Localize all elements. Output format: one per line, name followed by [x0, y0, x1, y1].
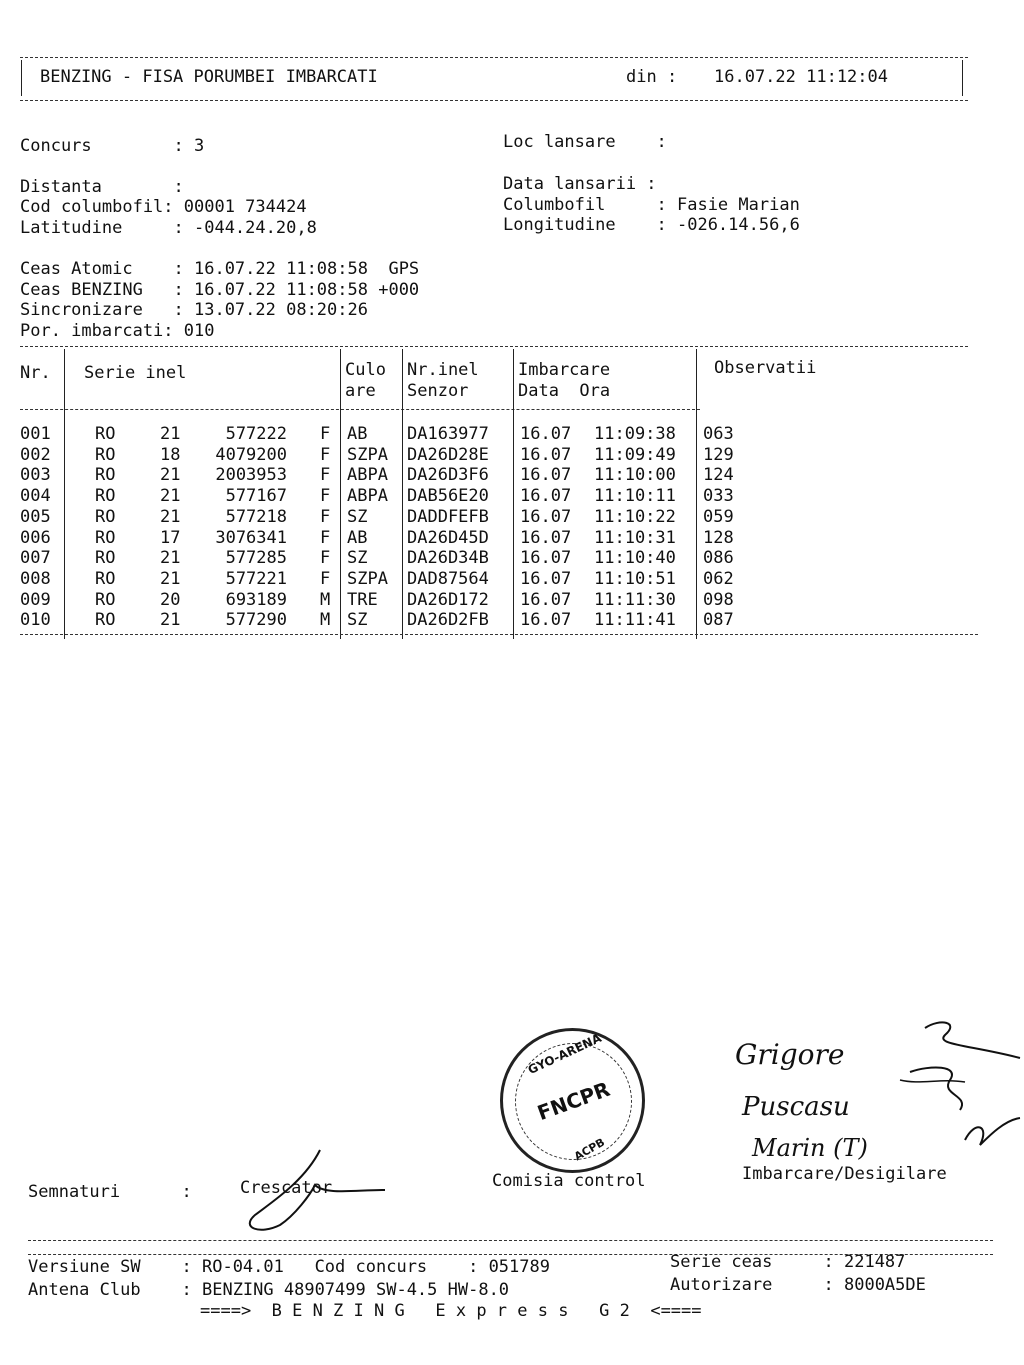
row-observation: 062 — [703, 568, 734, 589]
col-header-serie: Serie inel — [84, 363, 187, 383]
row-color: SZPA — [347, 444, 388, 465]
row-nr: 009 — [20, 589, 51, 610]
columbofil-line: Columbofil : Fasie Marian — [503, 195, 800, 215]
ceas-benzing-line: Ceas BENZING : 16.07.22 11:08:58 +000 — [20, 280, 420, 300]
row-time: 11:11:30 — [594, 589, 676, 610]
comisia-control-label: Comisia control — [492, 1171, 646, 1191]
row-year: 18 — [160, 444, 181, 465]
fncpr-stamp — [500, 1028, 645, 1173]
row-observation: 128 — [703, 527, 734, 548]
row-year: 21 — [160, 486, 181, 507]
row-nr: 005 — [20, 506, 51, 527]
row-date: 16.07 — [520, 465, 572, 486]
row-ring-number: 577218 — [225, 506, 287, 527]
document-title: BENZING - FISA PORUMBEI IMBARCATI — [40, 67, 378, 87]
header-bottom-border — [20, 100, 968, 101]
row-sensor: DAB56E20 — [407, 486, 489, 507]
imbarcare-desigilare-label: Imbarcare/Desigilare — [742, 1164, 947, 1184]
row-country: RO — [95, 424, 116, 444]
versiune-line: Versiune SW : RO-04.01 Cod concurs : 051789 — [28, 1257, 550, 1277]
handwritten-name-2: Puscasu — [742, 1092, 850, 1122]
crescator-label: Crescator — [240, 1178, 333, 1198]
row-nr: 010 — [20, 610, 51, 631]
semnaturi-label: Semnaturi : — [28, 1182, 192, 1202]
data-lansarii-line: Data lansarii : — [503, 174, 657, 194]
row-country: RO — [95, 548, 116, 569]
latitudine-line: Latitudine : -044.24.20,8 — [20, 218, 317, 238]
row-nr: 006 — [20, 527, 51, 548]
row-observation: 063 — [703, 424, 734, 444]
row-observation: 033 — [703, 486, 734, 507]
row-date: 16.07 — [520, 527, 572, 548]
row-country: RO — [95, 568, 116, 589]
row-sex: F — [320, 568, 331, 589]
row-color: AB — [347, 424, 368, 444]
stamp-bot-text: ACPB — [571, 1135, 608, 1164]
row-year: 21 — [160, 465, 181, 486]
handwritten-name-1: Grigore — [735, 1038, 845, 1071]
table-row — [0, 486, 1000, 507]
row-country: RO — [95, 527, 116, 548]
handwritten-name-3: Marin (T) — [752, 1134, 868, 1162]
distanta-line: Distanta : — [20, 177, 184, 197]
row-sex: F — [320, 444, 331, 465]
col-header-observatii: Observatii — [714, 358, 817, 378]
row-sensor: DA26D28E — [407, 444, 489, 465]
row-year: 21 — [160, 506, 181, 527]
table-row — [0, 507, 1000, 528]
loc-lansare-line: Loc lansare : — [503, 132, 667, 152]
table-header-divider — [20, 409, 700, 410]
row-country: RO — [95, 465, 116, 486]
row-observation: 098 — [703, 589, 734, 610]
row-sex: M — [320, 589, 331, 610]
row-sensor: DA163977 — [407, 424, 489, 444]
row-sex: F — [320, 424, 331, 444]
row-time: 11:11:41 — [594, 610, 676, 631]
imbarcare-signatures-scribbles — [880, 1010, 1020, 1160]
row-sensor: DA26D2FB — [407, 610, 489, 631]
row-sensor: DA26D172 — [407, 589, 489, 610]
benzing-express-line: ====> B E N Z I N G E x p r e s s G 2 <==== — [200, 1301, 702, 1321]
row-date: 16.07 — [520, 568, 572, 589]
row-sensor: DA26D3F6 — [407, 465, 489, 486]
ceas-atomic-line: Ceas Atomic : 16.07.22 11:08:58 GPS — [20, 259, 420, 279]
antena-line: Antena Club : BENZING 48907499 SW-4.5 HW-8.0 — [28, 1280, 510, 1300]
row-ring-number: 577221 — [225, 568, 287, 589]
row-observation: 129 — [703, 444, 734, 465]
stamp-mid-text: FNCPR — [534, 1076, 613, 1126]
row-color: ABPA — [347, 486, 388, 507]
crescator-signature — [235, 1140, 395, 1240]
row-time: 11:10:51 — [594, 568, 676, 589]
serie-ceas-line: Serie ceas : 221487 — [670, 1252, 906, 1272]
row-observation: 086 — [703, 548, 734, 569]
row-year: 21 — [160, 568, 181, 589]
row-country: RO — [95, 444, 116, 465]
row-date: 16.07 — [520, 506, 572, 527]
row-sex: F — [320, 548, 331, 569]
por-imbarcati-line: Por. imbarcati: 010 — [20, 321, 215, 341]
footer-top-border — [28, 1240, 993, 1241]
row-time: 11:10:00 — [594, 465, 676, 486]
row-color: SZPA — [347, 568, 388, 589]
row-color: AB — [347, 527, 368, 548]
row-year: 17 — [160, 527, 181, 548]
table-top-border — [20, 346, 968, 347]
row-time: 11:10:31 — [594, 527, 676, 548]
table-row — [0, 569, 1000, 590]
row-time: 11:10:11 — [594, 486, 676, 507]
row-year: 21 — [160, 548, 181, 569]
col-header-are: are — [345, 381, 376, 401]
row-color: SZ — [347, 548, 368, 569]
row-sensor: DADDFEFB — [407, 506, 489, 527]
row-country: RO — [95, 589, 116, 610]
table-row — [0, 590, 1000, 611]
table-row — [0, 445, 1000, 466]
row-nr: 003 — [20, 465, 51, 486]
header-right-border — [962, 60, 963, 96]
header-left-border — [21, 60, 22, 96]
row-year: 20 — [160, 589, 181, 610]
header-din-label: din : — [626, 67, 678, 87]
row-nr: 004 — [20, 486, 51, 507]
stamp-top-text: GYO-ARENA — [525, 1030, 604, 1078]
row-sex: F — [320, 527, 331, 548]
row-country: RO — [95, 506, 116, 527]
table-row — [0, 424, 1000, 445]
row-sensor: DA26D34B — [407, 548, 489, 569]
longitudine-line: Longitudine : -026.14.56,6 — [503, 215, 800, 235]
row-ring-number: 4079200 — [215, 444, 287, 465]
col-header-nrinel: Nr.inel — [407, 360, 479, 380]
concurs-line: Concurs : 3 — [20, 136, 205, 156]
row-year: 21 — [160, 610, 181, 631]
col-header-culo: Culo — [345, 360, 386, 380]
row-ring-number: 577222 — [225, 424, 287, 444]
row-color: SZ — [347, 506, 368, 527]
row-sex: F — [320, 486, 331, 507]
col-header-data-ora: Data Ora — [518, 381, 611, 401]
col-header-nr: Nr. — [20, 363, 51, 383]
header-datetime: 16.07.22 11:12:04 — [714, 67, 888, 87]
row-year: 21 — [160, 424, 181, 444]
row-color: SZ — [347, 610, 368, 631]
row-observation: 059 — [703, 506, 734, 527]
row-country: RO — [95, 486, 116, 507]
cod-columbofil-line: Cod columbofil: 00001 734424 — [20, 197, 307, 217]
row-ring-number: 3076341 — [215, 527, 287, 548]
row-date: 16.07 — [520, 486, 572, 507]
table-row — [0, 610, 1000, 631]
row-date: 16.07 — [520, 548, 572, 569]
row-ring-number: 577167 — [225, 486, 287, 507]
row-time: 11:09:49 — [594, 444, 676, 465]
row-date: 16.07 — [520, 610, 572, 631]
row-nr: 008 — [20, 568, 51, 589]
table-row — [0, 548, 1000, 569]
sincronizare-line: Sincronizare : 13.07.22 08:20:26 — [20, 300, 368, 320]
row-color: ABPA — [347, 465, 388, 486]
row-country: RO — [95, 610, 116, 631]
row-sensor: DAD87564 — [407, 568, 489, 589]
table-row — [0, 465, 1000, 486]
row-sex: F — [320, 465, 331, 486]
header-top-border — [20, 57, 968, 58]
row-date: 16.07 — [520, 424, 572, 444]
autorizare-line: Autorizare : 8000A5DE — [670, 1275, 926, 1295]
table-bottom-border — [20, 634, 978, 635]
row-time: 11:10:22 — [594, 506, 676, 527]
row-nr: 002 — [20, 444, 51, 465]
row-date: 16.07 — [520, 444, 572, 465]
row-nr: 001 — [20, 424, 51, 444]
col-header-imbarcare: Imbarcare — [518, 360, 611, 380]
row-nr: 007 — [20, 548, 51, 569]
row-ring-number: 693189 — [225, 589, 287, 610]
col-header-senzor: Senzor — [407, 381, 469, 401]
row-time: 11:09:38 — [594, 424, 676, 444]
row-observation: 124 — [703, 465, 734, 486]
table-row — [0, 528, 1000, 549]
row-date: 16.07 — [520, 589, 572, 610]
row-observation: 087 — [703, 610, 734, 631]
row-ring-number: 577285 — [225, 548, 287, 569]
row-time: 11:10:40 — [594, 548, 676, 569]
row-ring-number: 2003953 — [215, 465, 287, 486]
row-sex: M — [320, 610, 331, 631]
row-color: TRE — [347, 589, 378, 610]
row-sex: F — [320, 506, 331, 527]
row-ring-number: 577290 — [225, 610, 287, 631]
row-sensor: DA26D45D — [407, 527, 489, 548]
